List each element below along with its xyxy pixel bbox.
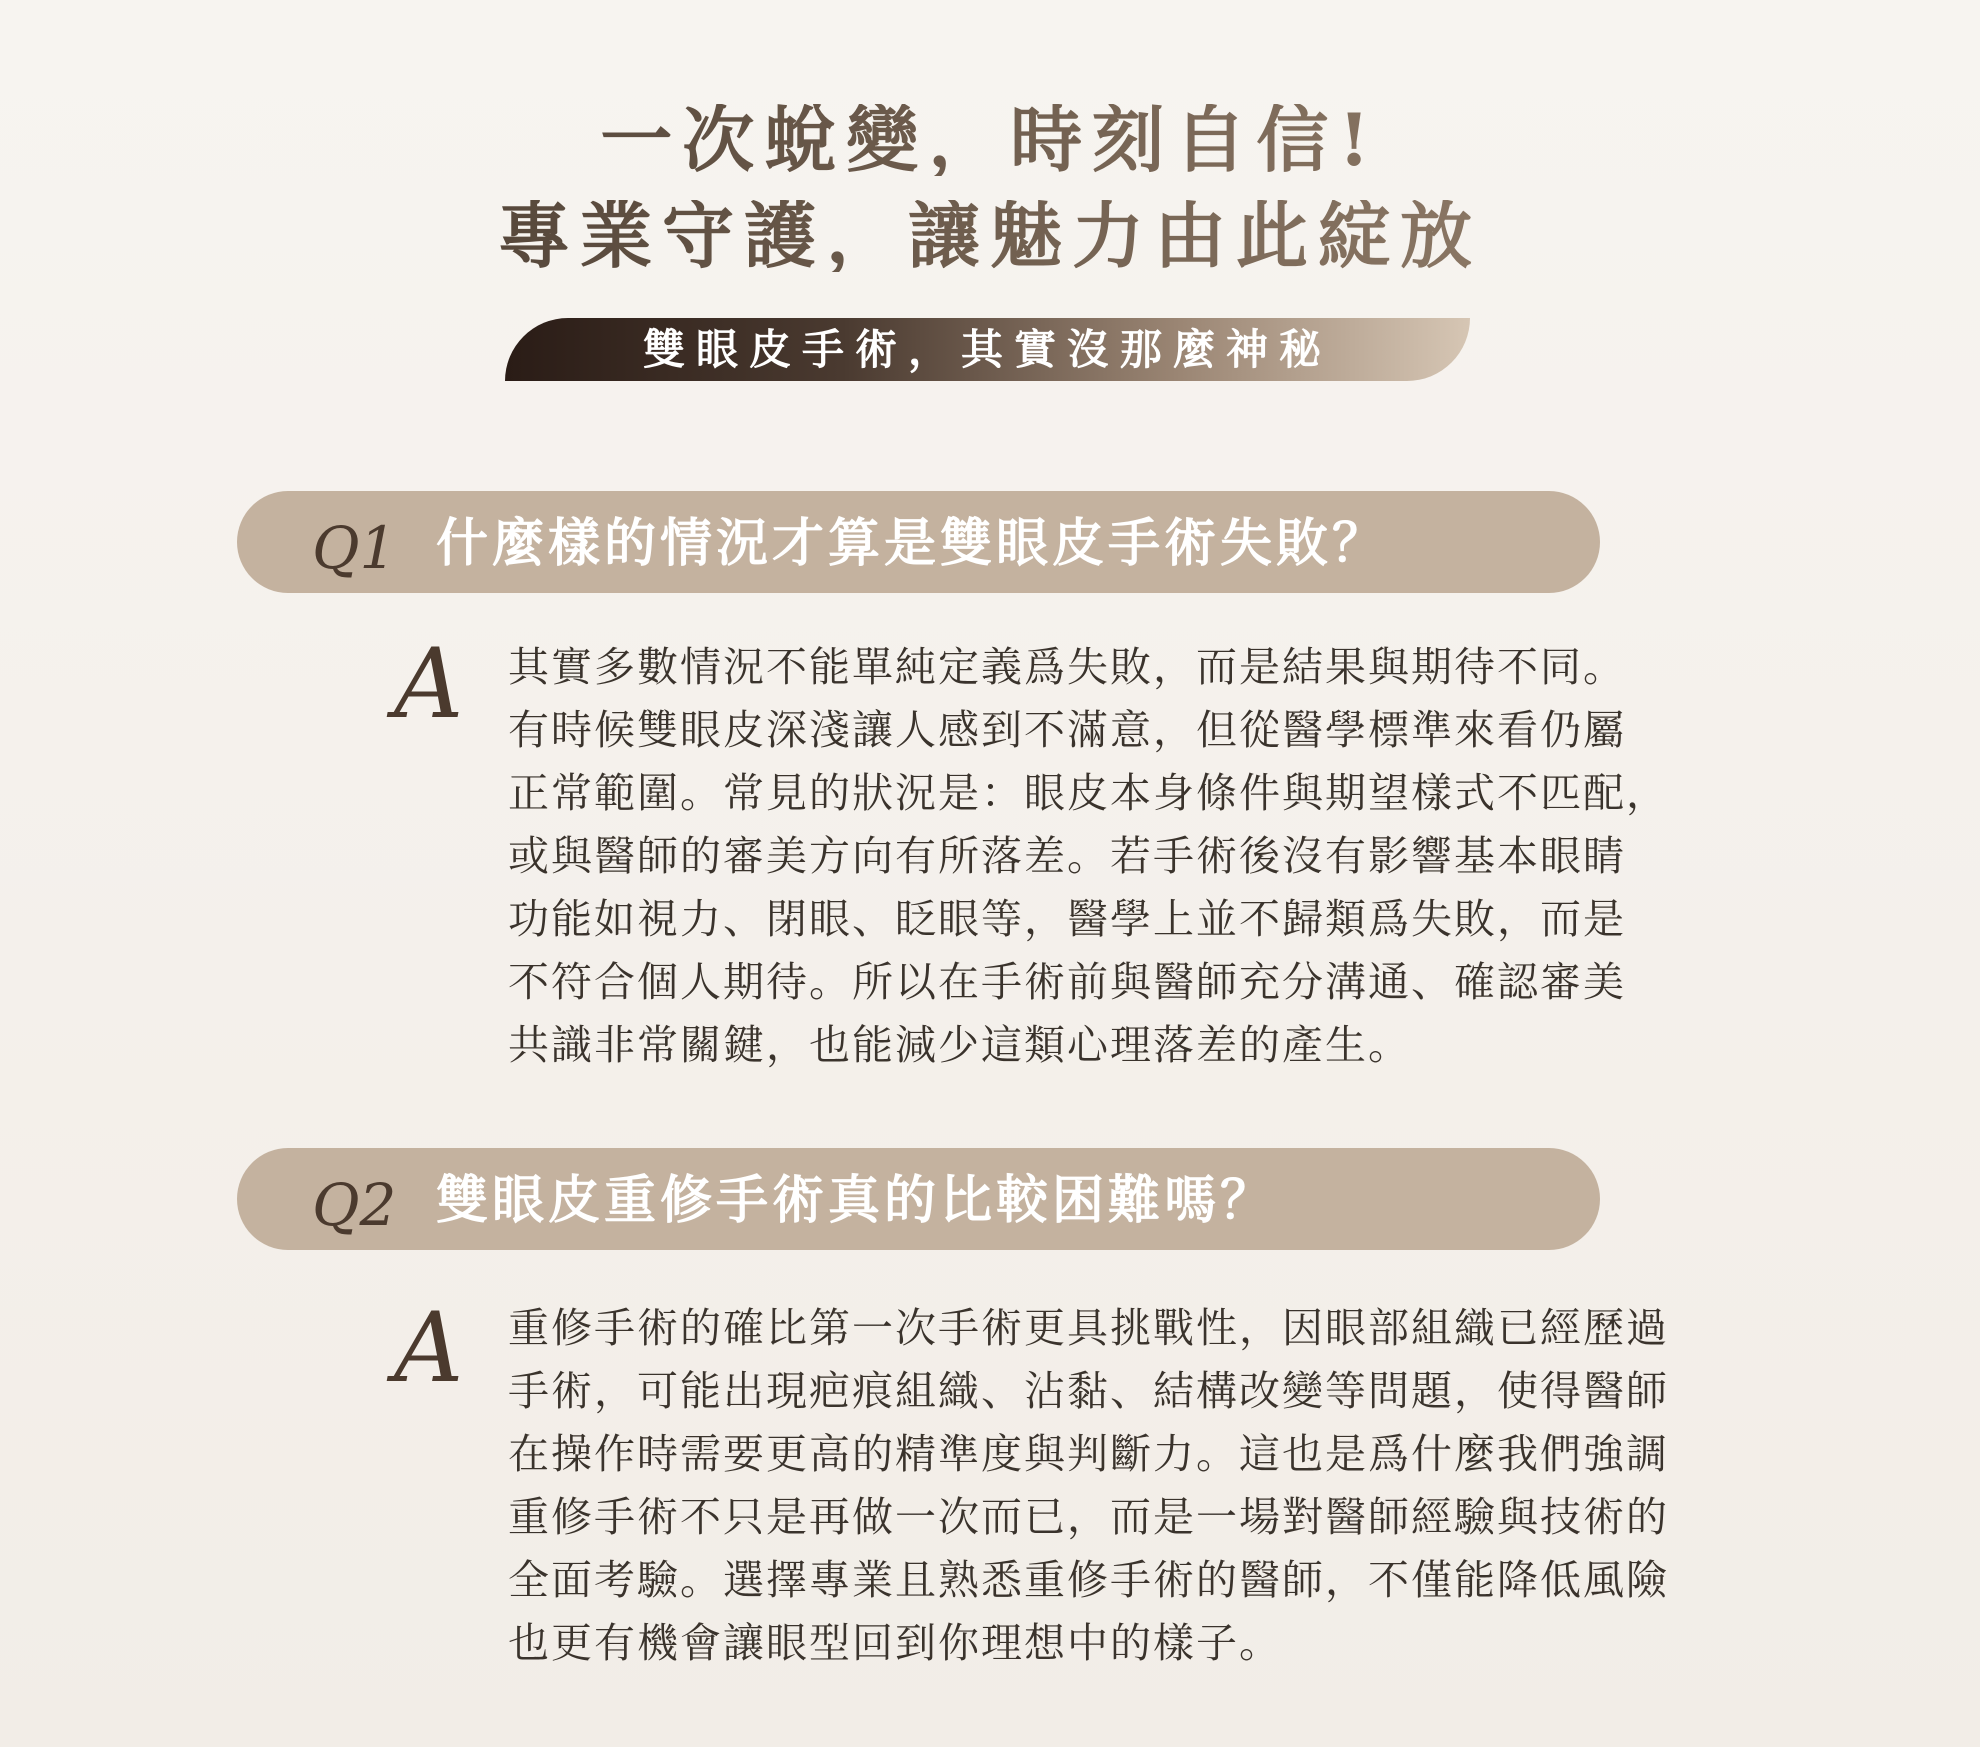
subtitle-text: 雙眼皮手術，其實沒那麼神秘 (642, 325, 1332, 374)
answer-line: 有時候雙眼皮深淺讓人感到不滿意，但從醫學標準來看仍屬 (508, 706, 1626, 754)
answer-line: 不符合個人期待。所以在手術前與醫師充分溝通、確認審美 (508, 958, 1626, 1006)
answer-line: 正常範圍。常見的狀況是：眼皮本身條件與期望樣式不匹配， (508, 769, 1669, 817)
answer-text-2 (508, 1297, 1669, 1675)
headline-line-1: 一次蛻變，時刻自信! (0, 104, 1980, 176)
answer-line: 重修手術不只是再做一次而已，而是一場對醫師經驗與技術的 (508, 1493, 1669, 1541)
question-number-2: Q2 (312, 1171, 397, 1239)
question-text-1: 什麼樣的情況才算是雙眼皮手術失敗？ (436, 514, 1389, 574)
answer-mark-2: A (394, 1292, 464, 1404)
answer-line: 也更有機會讓眼型回到你理想中的樣子。 (508, 1619, 1282, 1667)
answer-line: 重修手術的確比第一次手術更具挑戰性，因眼部組織已經歷過 (508, 1304, 1669, 1352)
answer-line: 共識非常關鍵，也能減少這類心理落差的產生。 (508, 1021, 1411, 1069)
question-text-2: 雙眼皮重修手術真的比較困難嗎？ (436, 1171, 1277, 1231)
answer-line: 全面考驗。選擇專業且熟悉重修手術的醫師，不僅能降低風險 (508, 1556, 1669, 1604)
answer-line: 手術，可能出現疤痕組織、沾黏、結構改變等問題，使得醫師 (508, 1367, 1669, 1415)
question-number-1: Q1 (312, 514, 397, 582)
answer-line: 功能如視力、閉眼、眨眼等，醫學上並不歸類爲失敗，而是 (508, 895, 1626, 943)
answer-line: 或與醫師的審美方向有所落差。若手術後沒有影響基本眼睛 (508, 832, 1626, 880)
answer-mark-1: A (394, 628, 464, 740)
answer-line: 在操作時需要更高的精準度與判斷力。這也是爲什麼我們強調 (508, 1430, 1669, 1478)
answer-text-1 (508, 636, 1669, 1077)
headline-line-2: 專業守護，讓魅力由此綻放 (0, 200, 1980, 272)
answer-line: 其實多數情況不能單純定義爲失敗，而是結果與期待不同。 (508, 643, 1626, 691)
